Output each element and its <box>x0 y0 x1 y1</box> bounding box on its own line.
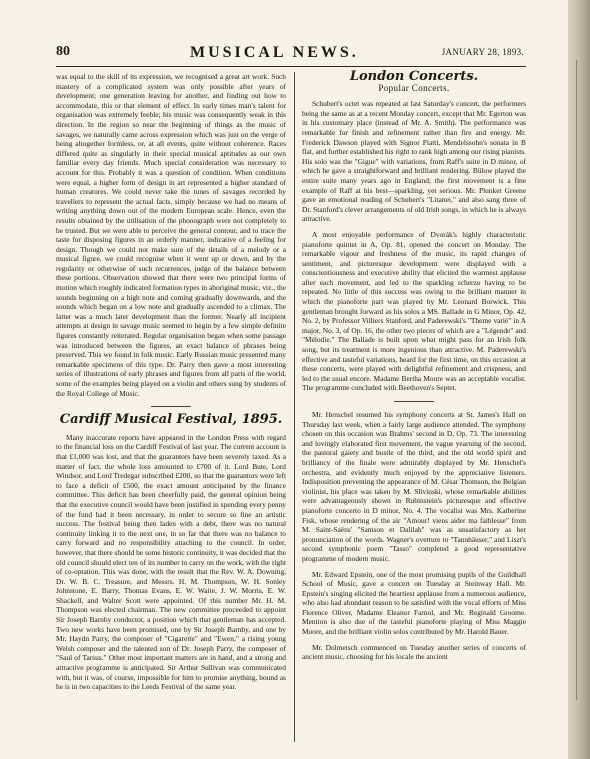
page-edge <box>568 0 590 759</box>
concert-rule <box>394 401 434 402</box>
dolmetsch-paragraph: Mr. Dolmetsch commenced on Tuesday another series of concerts of ancient music, choosing for his locale the ancient <box>302 642 526 662</box>
section-rule <box>151 406 191 407</box>
epstein-paragraph: Mr. Edward Epstein, one of the most promising pupils of the Guildhall School of Music, gave a concert on Tuesday at Steinway Hall. Mr. Epstein's singing elicited the heartiest applause from a numerous audience, who also had abundant reason to be satisfied with the vocal efforts of Miss Florence Oliver, Madame Eleanor Farnol, and Mr. Reginald Groome. Mention is also due of the tasteful pianoforte playing of Miss Maggie Moore, and the brilliant violin solos contributed by Mr. Harold Bauer. <box>302 569 526 637</box>
header-rule <box>56 66 526 67</box>
left-column <box>56 72 286 692</box>
lecture-paragraph: was equal to the skill of its expression, we recognised a great art work. Such mastery of a complicated system was only possible after years of development; one generation leaving for another, and finding out how to accommodate, this or that element of effect. In early times man's talent for organisation was extremely feeble; his music was consequently weak in this direction. In the region so near the beginning of things as the music of savages, we naturally came across expression which was just on the verge of being altogether formless, or, at all events, quite without coherence. Races differed quite as singularly in their special musical aptitudes as our own familiar every day friends. Much special consideration was necessary to account for this. Probably it was a question of condition. When conditions were equal, a higher form of design in art represented a higher standard of human creatures. We could never take the tunes of savages recorded by travellers to represent the actual facts, simply because we had no means of writing anything down out of the modern European scale. Hence, even the results obtained by the utilisation of the phonograph were not completely to be trusted. But we were able to perceive the general contour, and to trace the taste for disposing figures in an orderly manner, indicative of a feeling for design. Though we could not make sure of the details of a melody or a musical figure, we could recognise when it went up or down, and by the regularity or otherwise of such recurrences, judge of the balance between these portions. Observation showed that there were two principal forms of motion which roughly indicated formation types in aboriginal music, viz., the sounds beginning on a high note and coming gradually downwards, and the sounds which began on a low note and gradually ascended to a climax. The latter was a much later development than the former. Nearly all incipient attempts at design in savage music seemed to begin by a few simple definite figures constantly reiterated. Regular organisation began when some passage was introduced between the figures, an exact balance of phrases being preserved. This we found in folk music. Early Russian music presented many remarkable specimens of this type. Dr. Parry then gave a most interesting series of illustrations of early phrases and figures from all parts of the world, some of the examples being played on a violin and others sung by students of the Royal College of Music. <box>56 72 286 398</box>
column-divider <box>294 72 295 742</box>
schubert-paragraph: Schubert's octet was repeated at last Saturday's concert, the performers being the same as at a recent Monday concert, except that Mr. Egerton was in his customary place (instead of Mr. A. Smith). The performance was remarkable for finish and refinement rather than fire and energy. Mr. Frederick Dawson played with Signor Piatti, Mendelssohn's sonata in B flat, and further established his right to rank high among our rising pianists. His solo was the "Gigue" with variations, from Raff's suite in D minor, of which he gave a straightforward and brilliant rendering. Bülow played the entire suite many years ago in England; the first movement is a fine example of Raff at his best—sparkling, yet serious. Mr. Plunket Greene gave an emotional reading of Schubert's "Litanei," and also sang three of Dr. Stanford's clever arrangements of old Irish songs, in which he is always attractive. <box>302 99 526 224</box>
right-column <box>302 69 526 662</box>
popular-concerts-subtitle: Popular Concerts. <box>378 82 450 93</box>
cardiff-paragraph: Many inaccurate reports have appeared in the London Press with regard to the financial loss on the Cardiff Festival of last year. The current account is that £1,000 was lost, and that the guarantors have been severely taxed. As a matter of fact, the whole loss amounted to £700 of it. Lord Bute, Lord Windsor, and Lord Tredegar subscribed £200, so that the guarantors were left to face a deficit of £500, the exact amount anticipated by the finance committee. This deficit has been cheerfully paid, the general opinion being that the executive council would have been justified in spending every penny of the fund had it been necessary, in order to secure so fine an artistic success. The festival being then laden with a debt, there was no natural continuity linking it to the next one, in so far that there was no balance to carry forward and no responsibility attaching to the council. In order, however, that there should be some historic continuity, it was decided that the old council should elect ten of its number to carry on the work, with the right of co-optation. This was done, with the result that the Rev. W. A. Downing, Dr. W. B. C. Treasure, and Messrs. H. M. Thompson, W. H. Sonley Johnstone, E. Barry, Thomas Evans, E. W. Waite, J. W. Morris, E. W. Shackell, and Walter Scott were appointed. Of this number Mr. H. M. Thompson was elected chairman. The new committee proceeded to appoint Sir Joseph Barnby conductor, a position which that gentleman has accepted. Two new works have been promised, one by Sir Joseph Barnby, and one by Mr. Haydn Parry, the composer of "Cigarette" and "Ewen," a rising young Welsh composer and the talented son of Dr. Joseph Parry, the composer of "Saul of Tarsus." Other most important matters are in hand, and a strong and attractive programme is anticipated. Sir Arthur Sullivan was communicated with, but it was, of course, impossible for him to promise anything, bound as he is in two capacities to the Leeds Festival of the same year. <box>56 432 286 692</box>
henschel-paragraph: Mr. Henschel resumed his symphony concerts at St. James's Hall on Thursday last week, when a fairly large audience attended. The symphony chosen on this occasion was Brahms' second in D, Op. 73. The interesting and lovingly elaborated first movement, the vague yearning of the second, the pastoral gaiety and bustle of the third, and the old world spirit and brilliancy of the finale were admirably displayed by Mr. Henschel's orchestra, and evidently much enjoyed by the appreciative listeners. Indisposition preventing the appearance of M. César Thomson, the Belgian violinist, his place was taken by M. Slivinski, whose remarkable abilities were advantageously shown in Rubinstein's picturesque and effective pianoforte concerto in D minor, No. 4. The vocalist was Mrs. Katherine Fisk, whose rendering of the air "Amour! viens aider ma faiblesse" from M. Saint-Saëns' "Samson et Dalilah" was as unsatisfactory as her pronunciation of the words. Wagner's overture to "Tannhäuser," and Liszt's second symphonic poem "Tasso" completed a good representative programme of modern music. <box>302 410 526 563</box>
london-concerts-title: London Concerts. <box>349 69 479 84</box>
cardiff-festival-title: Cardiff Musical Festival, 1895. <box>59 412 283 428</box>
issue-date: JANUARY 28, 1893. <box>441 47 524 57</box>
dvorak-paragraph: A most enjoyable performance of Dvorák's highly characteristic pianoforte quintet in A, Op. 81, opened the concert on Monday. The remarkable vigour and freshness of the music, its rapid changes of sentiment, and picturesque development were displayed with a conscientiousness and executive ability that elicited the warmest applause after each movement, and led to the sparkling scherzo having to be repeated. No little of this success was owing to the brilliant manner in which the pianoforte part was played by Mr. Leonard Borwick. This gentleman brought forward as his solos a MS. Ballade in G Minor, Op. 42, No. 2, by Professor Villiers Stanford, and Paderewski's "Theme varié" in A major, No. 3, of Op. 16, the other two pieces of which are a "Légende" and "Mélodie." The Ballade is built upon what might pass for an Irish folk song, but its treatment is more ingenious than attractive. M. Paderewski's effective and tasteful variations, heard for the first time, on this occasion at these concerts, were played with delightful refinement and crispness, and led to the usual encore. Madame Bertha Moore was an acceptable vocalist. The programme concluded with Beethoven's Septet. <box>302 229 526 393</box>
journal-title: MUSICAL NEWS. <box>190 44 359 61</box>
page-number: 80 <box>56 44 70 59</box>
